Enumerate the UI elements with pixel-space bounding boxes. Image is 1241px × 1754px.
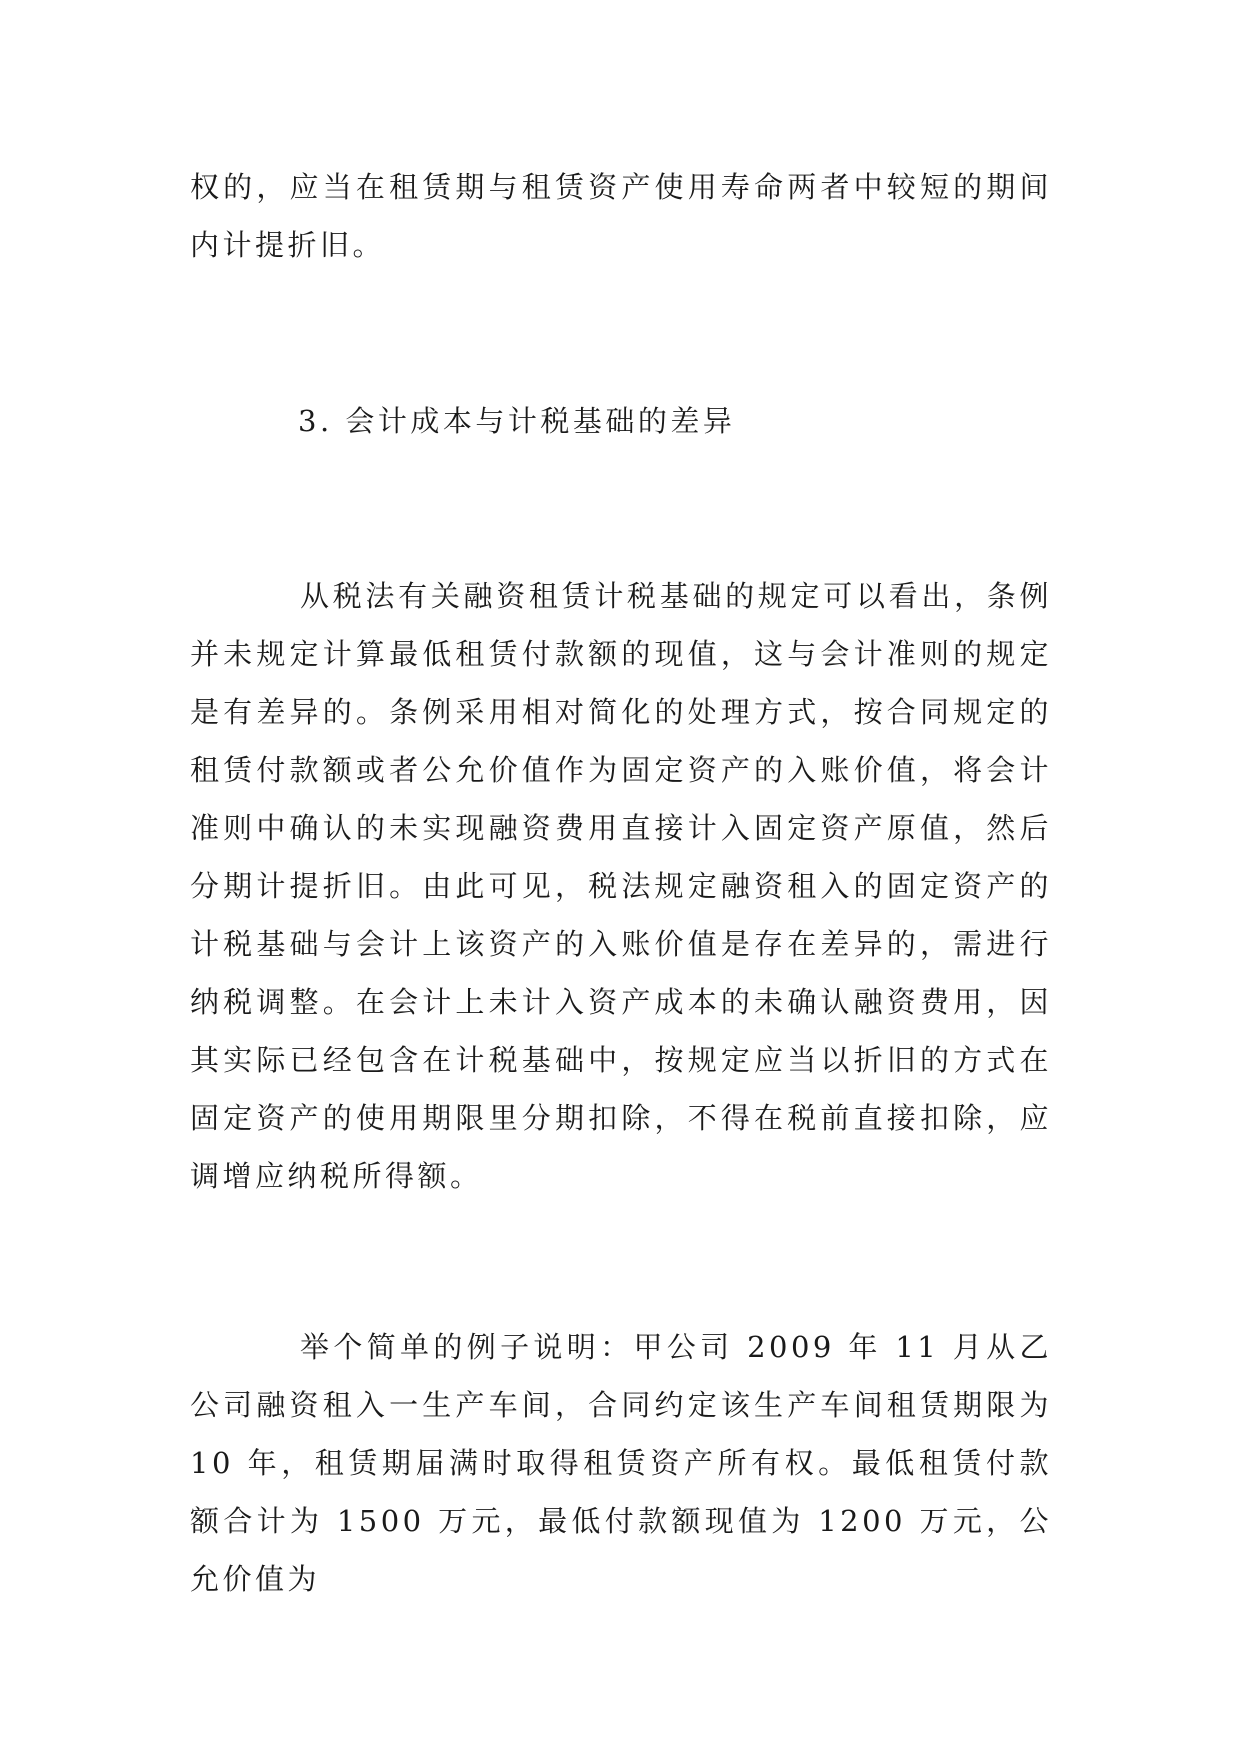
paragraph-example: 举个简单的例子说明：甲公司 2009 年 11 月从乙公司融资租入一生产车间，合同约定该生产车间租赁期限为 10 年，租赁期届满时取得租赁资产所有权。最低租赁付款额合计为 1500 万元，最低付款额现值为 1200 万元，公允价值为	[190, 1330, 1052, 1596]
paragraph-tax-basis-difference: 从税法有关融资租赁计税基础的规定可以看出，条例并未规定计算最低租赁付款额的现值，这与会计准则的规定是有差异的。条例采用相对简化的处理方式，按合同规定的租赁付款额或者公允价值作为固定资产的入账价值，将会计准则中确认的未实现融资费用直接计入固定资产原值，然后分期计提折旧。由此可见，税法规定融资租入的固定资产的计税基础与会计上该资产的入账价值是存在差异的，需进行纳税调整。在会计上未计入资产成本的未确认融资费用，因其实际已经包含在计税基础中，按规定应当以折旧的方式在固定资产的使用期限里分期扣除，不得在税前直接扣除，应调增应纳税所得额。	[190, 579, 1052, 1193]
section-heading: 3. 会计成本与计税基础的差异	[298, 404, 736, 438]
paragraph-depreciation-period: 权的，应当在租赁期与租赁资产使用寿命两者中较短的期间内计提折旧。	[190, 170, 1052, 262]
